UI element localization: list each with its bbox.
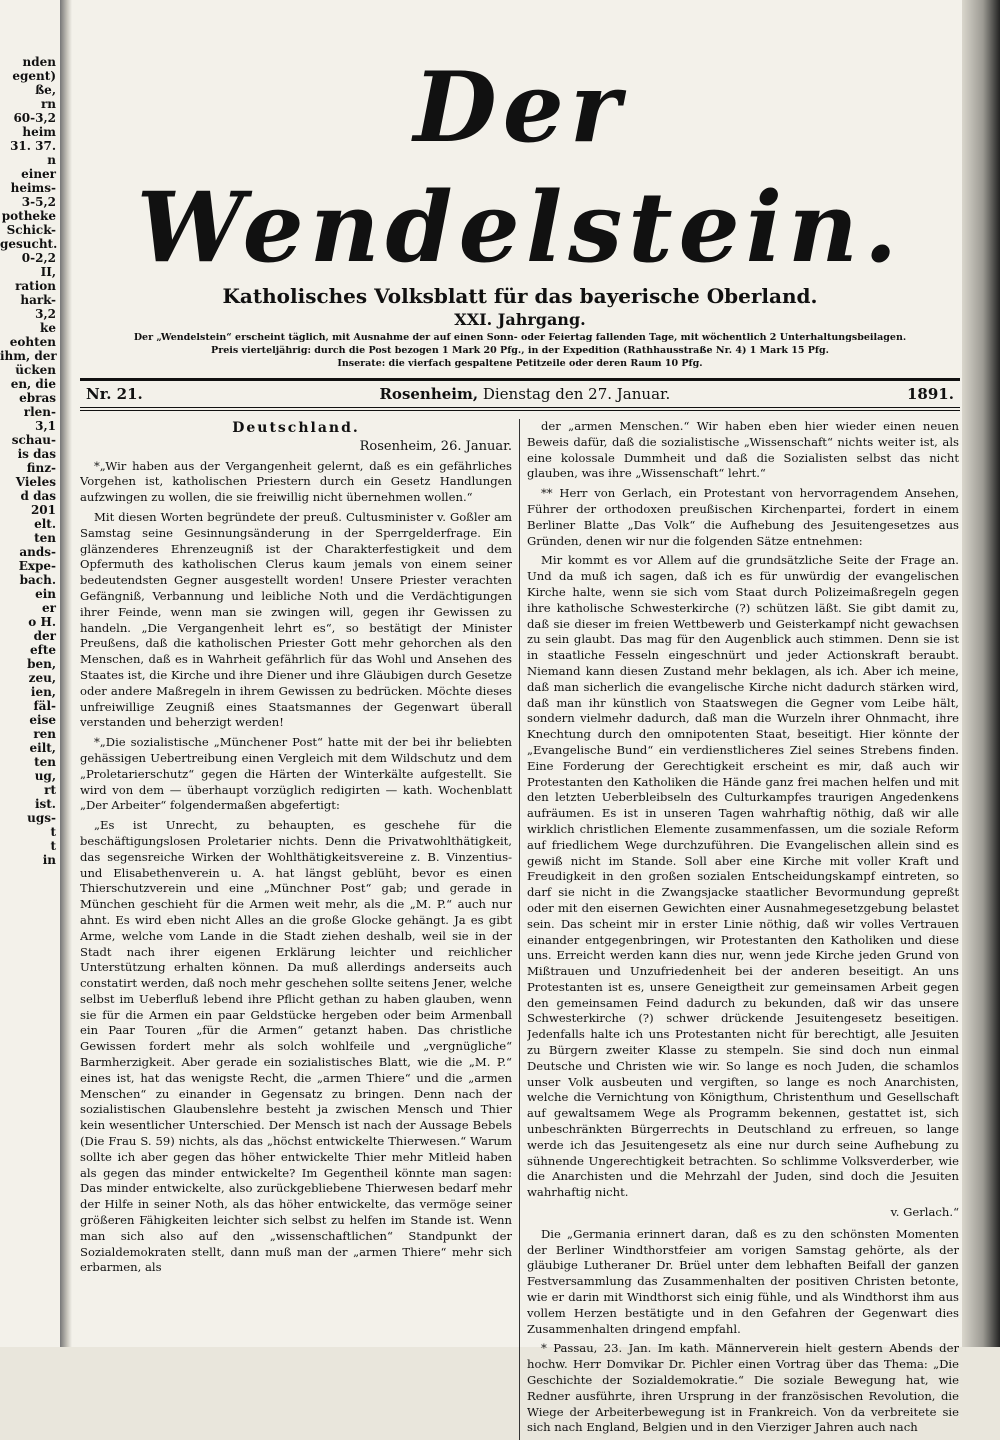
fragment-line: elt. — [34, 517, 56, 531]
fragment-line: ein — [35, 587, 56, 601]
fragment-line: ien, — [30, 685, 56, 699]
article-paragraph: der „armen Menschen.“ Wir haben eben hier wieder einen neuen Beweis dafür, daß die sozialistische „Wissenschaft“ nichts weiter ist, als eine kolossale Dummheit und daß die Sozialisten selbst das nicht glauben, was ihre „Wissenschaft“ lehrt.“ — [527, 419, 959, 481]
fragment-line: heim — [22, 125, 56, 139]
fragment-line: 3,2 — [35, 307, 56, 321]
fragment-line: 201 — [30, 503, 56, 517]
column-divider — [519, 419, 520, 1440]
issue-year: 1891. — [907, 385, 954, 403]
fragment-line: fäl- — [33, 699, 56, 713]
fragment-line: er — [42, 601, 56, 615]
article-paragraph: „Es ist Unrecht, zu behaupten, es geschehe für die beschäftigungslosen Proletarier nichts. Denn die Privatwohlthätigkeit, das segensreiche Wirken der Wohlthätigkeitsvereine z. B. Vinzentius- und Elisabethenverein u. A. hat längst geblüht, bevor es einen Thierschutzverein und eine „Münchner Post“ gab; und gerade in München geschieht für die Armen weit mehr, als die „M. P.“ auch nur ahnt. Es wird eben nicht Alles an die große Glocke gehängt. Ja es gibt Arme, welche vom Lande in die Stadt ziehen deshalb, weil sie in der Stadt nach ihrer eigenen Erklärung leichter und reichlicher Unterstützung erhalten können. Da muß allerdings anderseits auch constatirt werden, daß noch mehr geschehen sollte seitens Jener, welche selbst im Ueberfluß lebend ihre Pflicht gethan zu haben glauben, wenn sie für die Armen ein paar Geldstücke hergeben oder beim Armenball ein Paar Touren „für die Armen“ getanzt haben. Das christliche Gewissen fordert mehr als solch wohlfeile und „vergnügliche“ Barmherzigkeit. Aber gerade ein sozialistisches Blatt, wie die „M. P.“ eines ist, hat das wenigste Recht, die „armen Thiere“ und die „armen Menschen“ zu einander in Gegensatz zu bringen. Denn nach der sozialistischen Glaubenslehre besteht ja zwischen Mensch und Thier kein wesentlicher Unterschied. Der Mensch ist nach der Aussage Bebels (Die Frau S. 59) nichts, als das „höchst entwickelte Thierwesen.“ Warum sollte ich aber gegen das höher entwickelte Thier mehr Mitleid haben als gegen das minder entwickelte? Im Gegentheil könnte man sagen: Das minder entwickelte, also zurückgebliebene Thierwesen bedarf mehr der Hilfe in seiner Noth, als das höher entwickelte, das vermöge seiner größeren Fähigkeiten leichter sich selbst zu helfen im Stande ist. Wenn man sich also auf den „wissenschaftlichen“ Standpunkt der Sozialdemokraten stellt, dann muß man der „armen Thiere“ mehr sich erbarmen, als — [80, 818, 512, 1275]
fragment-line: ben, — [27, 657, 56, 671]
fragment-line: zeu, — [28, 671, 56, 685]
column-right — [527, 419, 959, 1440]
article-paragraph: Mir kommt es vor Allem auf die grundsätzliche Seite der Frage an. Und da muß ich sagen, daß ich es für unwürdig der evangelischen Kirche halte, wenn sie sich vom Staat durch Polizeimaßregeln gegen ihre katholische Schwesterkirche (?) schützen läßt. Sie gibt damit zu, daß sie dieser im freien Wettbewerb und Geisterkampf nicht gewachsen zu sein glaubt. Das mag für den Augenblick auch stimmen. Denn sie ist in staatliche Fesseln eingeschnürt und jeder Actionskraft beraubt. Niemand kann diesen Zustand mehr beklagen, als ich. Aber ich meine, daß man sicherlich die evangelische Kirche nicht dadurch stärken wird, daß man ihr künstlich von Staatswegen die Gegner vom Leibe hält, sondern vielmehr dadurch, daß man die Wurzeln ihrer Ohnmacht, ihre Knechtung durch den omnipotenten Staat, beseitigt. Hier könnte der „Evangelische Bund“ ein verdienstlicheres Ziel seines Strebens finden. Eine Forderung der Gerechtigkeit erscheint es mir, daß auch wir Protestanten den Katholiken die Hände ganz frei machen helfen und mit den letzten Ueberbleibseln des Culturkampfes traurigen Angedenkens aufräumen. Es ist in unseren Tagen wahrhaftig nöthig, daß wir alle wirklich christlichen Elemente zusammenfassen, um die soziale Reform auf friedlichem Wege durchzuführen. Die Evangelischen allein sind es gewiß nicht im Stande. Soll aber eine Kirche mit voller Kraft und Freudigkeit in den großen sozialen Entscheidungskampf eintreten, so darf sie nicht in die Zwangsjacke staatlicher Bevormundung gepreßt oder mit den eisernen Gewichten einer Ausnahmegesetzgebung belastet sein. Das scheint mir in erster Linie nöthig, daß wir volles Vertrauen einander entgegenbringen, wir Protestanten den Katholiken und diese uns. Erreicht werden kann dies nur, wenn jede Kirche jeden Grund von Mißtrauen und Unzufriedenheit bei der anderen beseitigt. An uns Protestanten ist es, unsere Geneigtheit zur gemeinsamen Arbeit gegen den gemeinsamen Feind dadurch zu bekunden, daß wir das unsere Schwesterkirche (?) schwer drückende Jesuitengesetz beseitigen. Jedenfalls halte ich uns Protestanten nicht für berechtigt, alle Jesuiten zu Bürgern zweiter Klasse zu stempeln. Sie sind doch nun einmal Deutsche und Christen wie wir. So lange es noch Juden, die schamlos unser Volk ausbeuten und vergiften, so lange es noch Anarchisten, welche die Vernichtung von Königthum, Christenthum und Gesellschaft auf gewaltsamem Wege als Programm bekennen, gestattet ist, sich unbeschränkten Bürgerrechts in Deutschland zu erfreuen, so lange werde ich das Jesuitengesetz als eine nur durch seine Aufhebung zu sühnende Ungerechtigkeit betrachten. So schlimme Volksverderber, wie die Anarchisten und die Mehrzahl der Juden, sind doch die Jesuiten wahrhaftig nicht. — [527, 553, 959, 1200]
fragment-line: rn — [40, 97, 56, 111]
column-left — [80, 419, 512, 1440]
fragment-line: hark- — [20, 293, 56, 307]
fragment-line: schau- — [11, 433, 56, 447]
fragment-line: o H. — [28, 615, 56, 629]
fragment-line: egent) — [12, 69, 56, 83]
price-info-line: Preis vierteljährig: durch die Post bezogen 1 Mark 20 Pfg., in der Expedition (Rathhausstraße Nr. 4) 1 Mark 15 Pfg. — [211, 345, 829, 356]
newspaper-page — [80, 8, 960, 1435]
issue-rule — [80, 407, 960, 411]
newspaper-subtitle: Katholisches Volksblatt für das bayerische Oberland. — [222, 284, 818, 308]
fragment-line: finz- — [26, 461, 56, 475]
publication-info-line: Der „Wendelstein“ erscheint täglich, mit Ausnahme der auf einen Sonn- oder Feiertag fallenden Tage, mit wöchentlich 2 Unterhaltungsbeilagen. — [133, 332, 907, 343]
fragment-line: ug, — [34, 769, 56, 783]
fragment-line: Vieles — [15, 475, 56, 489]
fragment-line: ands- — [19, 545, 56, 559]
fragment-line: ebras — [19, 391, 56, 405]
issue-place: Rosenheim, — [379, 385, 479, 403]
fragment-line: gesucht. — [0, 237, 58, 251]
fragment-line: eilt, — [29, 741, 56, 755]
fragment-line: rlen- — [23, 405, 56, 419]
article-paragraph: Die „Germania erinnert daran, daß es zu den schönsten Momenten der Berliner Windthorstfeier am vorigen Samstag gehörte, als der gläubige Lutheraner Dr. Brüel unter dem lebhaften Beifall der ganzen Festversammlung das Zusammenhalten der positiven Christen betonte, wie er darin mit Windthorst sich einig fühle, und als Windthorst ihm aus vollem Herzen bestätigte und in den Gefahren der Gegenwart dies Zusammenhalten dringend empfahl. — [527, 1226, 959, 1336]
fragment-line: II, — [40, 265, 56, 279]
article-columns — [80, 419, 960, 1440]
issue-number: Nr. 21. — [86, 385, 143, 403]
fragment-line: ren — [33, 727, 56, 741]
fragment-line: d das — [20, 489, 56, 503]
fragment-line: is das — [17, 447, 56, 461]
fragment-line: heims- — [10, 181, 56, 195]
fragment-line: efte — [30, 643, 56, 657]
masthead — [80, 48, 960, 370]
fragment-line: 0-2,2 — [21, 251, 56, 265]
fragment-line: ücken — [15, 363, 56, 377]
fragment-line: ten — [34, 531, 56, 545]
dateline: Rosenheim, 26. Januar. — [359, 438, 512, 454]
volume-year: XXI. Jahrgang. — [454, 310, 586, 329]
fragment-line: einer — [21, 167, 56, 181]
newspaper-title: Der Wendelstein. — [136, 51, 904, 284]
fragment-line: ten — [34, 755, 56, 769]
fragment-line: eohten — [9, 335, 56, 349]
fragment-line: ration — [15, 279, 56, 293]
fragment-line: en, die — [10, 377, 56, 391]
fragment-line: in — [42, 853, 56, 867]
section-heading: Deutschland. — [232, 420, 360, 436]
fragment-line: Schick- — [6, 223, 56, 237]
article-signature: v. Gerlach.“ — [890, 1205, 959, 1220]
fragment-line: Expe- — [18, 559, 56, 573]
fragment-line: t — [50, 825, 56, 839]
column-right-part-1 — [527, 419, 959, 1201]
fragment-line: t — [50, 839, 56, 853]
fragment-line: bach. — [19, 573, 56, 587]
article-paragraph: Mit diesen Worten begründete der preuß. Cultusminister v. Goßler am Samstag seine Gesinnungsänderung in der Sperrgelderfrage. Ein glänzenderes Ehrenzeugniß ist der Charakterfestigkeit und dem Opfermuth des katholischen Clerus kaum jemals von einem seiner bedeutendsten Gegner ausgestellt worden! Unsere Priester verachten Gefängniß, Verbannung und leibliche Noth und die Verdächtigungen ihrer Feinde, wenn man sie zwingen will, gegen ihr Gewissen zu handeln. „Die Vergangenheit lehrt es“, so bestätigt der Minister Preußens, daß die katholischen Priester Gott mehr gehorchen als den Menschen, daß es in Wahrheit gefährlich für das Wohl und Ansehen des Staates ist, die Kirche und ihre Diener und ihre Gläubigen durch Gesetze oder andere Maßregeln in ihrem Gewissen zu bedrücken. Möchte dieses unfreiwillige Zeugniß eines Staatsmannes der Gegenwart überall verstanden und beherzigt werden! — [80, 509, 512, 730]
article-paragraph: *„Die sozialistische „Münchener Post“ hatte mit der bei ihr beliebten gehässigen Uebertreibung einen Vergleich mit dem Wildschutz und dem „Proletarierschutz“ gegen die Härten der Winterkälte aufgestellt. Sie wird von dem — überhaupt vorzüglich redigirten — kath. Wochenblatt „Der Arbeiter“ folgendermaßen abgefertigt: — [80, 735, 512, 813]
fragment-line: potheke — [1, 209, 56, 223]
fragment-line: der — [33, 629, 56, 643]
fragment-line: 60-3,2 — [13, 111, 56, 125]
fragment-line: 3,1 — [35, 419, 56, 433]
fragment-line: ße, — [35, 83, 56, 97]
fragment-line: eise — [29, 713, 56, 727]
publication-info — [80, 331, 960, 370]
fragment-line: rt — [44, 783, 56, 797]
fragment-line: 31. 37. — [10, 139, 56, 153]
fragment-line: nden — [22, 55, 56, 69]
fragment-line: ist. — [34, 797, 56, 811]
article-paragraph: ** Herr von Gerlach, ein Protestant von hervorragendem Ansehen, Führer der orthodoxen preußischen Kirchenpartei, fordert in einem Berliner Blatte „Das Volk“ die Aufhebung des Jesuitengesetzes aus Gründen, denen wir nur die folgenden Sätze entnehmen: — [527, 486, 959, 548]
advert-info-line: Inserate: die vierfach gespaltene Petitzeile oder deren Raum 10 Pfg. — [337, 358, 703, 369]
issue-date: Dienstag den 27. Januar. — [482, 385, 671, 403]
adjacent-page-fragment — [0, 55, 60, 1295]
fragment-line: n — [47, 153, 56, 167]
article-paragraph: * Passau, 23. Jan. Im kath. Männerverein hielt gestern Abends der hochw. Herr Domvikar Dr. Pichler einen Vortrag über das Thema: „Die Geschichte der Sozialdemokratie.“ Die soziale Bewegung hat, wie Redner ausführte, ihren Ursprung in der französischen Revolution, die Wiege der Arbeiterbewegung ist in Frankreich. Von da verbreitete sie sich nach England, Belgien und in den Vierziger Jahren auch nach — [527, 1341, 959, 1435]
column-right-part-2 — [527, 1227, 959, 1436]
fragment-line: ke — [40, 321, 56, 335]
page-edge-shadow — [962, 0, 1000, 1347]
issue-line — [80, 381, 960, 407]
fragment-line: ihm, der — [0, 349, 57, 363]
issue-place-date — [379, 385, 670, 403]
page-gutter-shadow — [60, 0, 72, 1347]
fragment-line: 3-5,2 — [21, 195, 56, 209]
article-paragraph: *„Wir haben aus der Vergangenheit gelernt, daß es ein gefährliches Vorgehen ist, katholischen Priestern durch ein Gesetz Handlungen aufzwingen zu wollen, die sie freiwillig nicht übernehmen wollen.“ — [80, 458, 512, 505]
fragment-line: ugs- — [27, 811, 56, 825]
